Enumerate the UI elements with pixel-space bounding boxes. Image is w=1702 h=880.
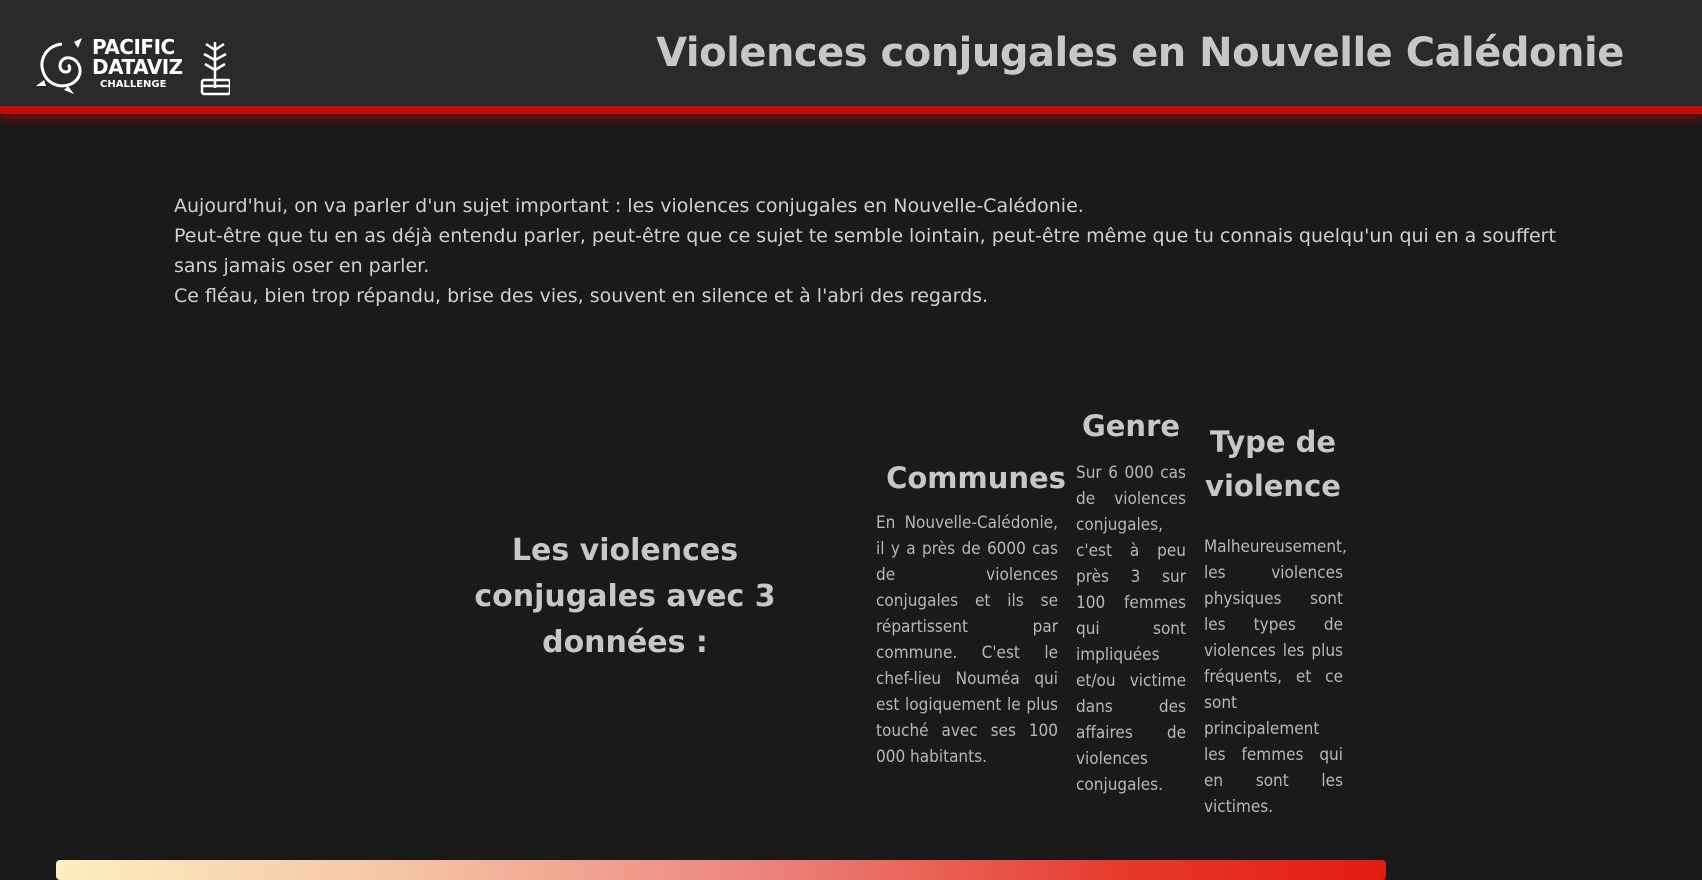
site-header bbox=[0, 0, 1702, 115]
gradient-banner bbox=[56, 860, 1386, 880]
intro-paragraph-2: Peut-être que tu en as déjà entendu parler, peut-être que ce sujet te semble lointain, peut-être même que tu connais quelqu'un qui en a souffert sans jamais oser en parler. bbox=[174, 225, 1556, 277]
type-violence-column bbox=[1204, 420, 1347, 820]
genre-text: Sur 6 000 cas de violences conjugales, c'est à peu près 3 sur 100 femmes qui sont impliquées et/ou victime dans des affaires de violences conjugales. bbox=[1076, 463, 1186, 795]
genre-column bbox=[1076, 404, 1186, 798]
data-section-heading: Les violences conjugales avec 3 données : bbox=[474, 533, 776, 660]
type-violence-title: Type de violence bbox=[1205, 425, 1341, 503]
intro-paragraph-3: Ce fléau, bien trop répandu, brise des vies, souvent en silence et à l'abri des regards. bbox=[174, 285, 989, 307]
logo-word-pacific: PACIFIC bbox=[92, 35, 175, 59]
page-title: Violences conjugales en Nouvelle Calédonie bbox=[656, 30, 1624, 76]
logo-word-dataviz: DATAVIZ bbox=[92, 55, 183, 79]
pacific-dataviz-logo[interactable] bbox=[34, 36, 230, 98]
genre-title: Genre bbox=[1081, 409, 1181, 443]
communes-title: Communes bbox=[886, 461, 1066, 495]
intro-text bbox=[174, 191, 1574, 311]
intro-paragraph-1: Aujourd'hui, on va parler d'un sujet important : les violences conjugales en Nouvelle-Calédonie. bbox=[174, 195, 1084, 217]
communes-column bbox=[876, 456, 1066, 770]
type-violence-text: Malheureusement, les violences physiques sont les types de violences les plus fréquents, et ce sont principalement les femmes qui en sont les victimes. bbox=[1204, 537, 1347, 817]
logo-wordmark bbox=[92, 36, 196, 90]
logo-word-challenge: CHALLENGE bbox=[100, 79, 167, 90]
communes-text: En Nouvelle-Calédonie, il y a près de 6000 cas de violences conjugales et ils se répartissent par commune. C'est le chef-lieu Nouméa qui est logiquement le plus touché avec ses 100 000 habitants. bbox=[876, 513, 1058, 767]
